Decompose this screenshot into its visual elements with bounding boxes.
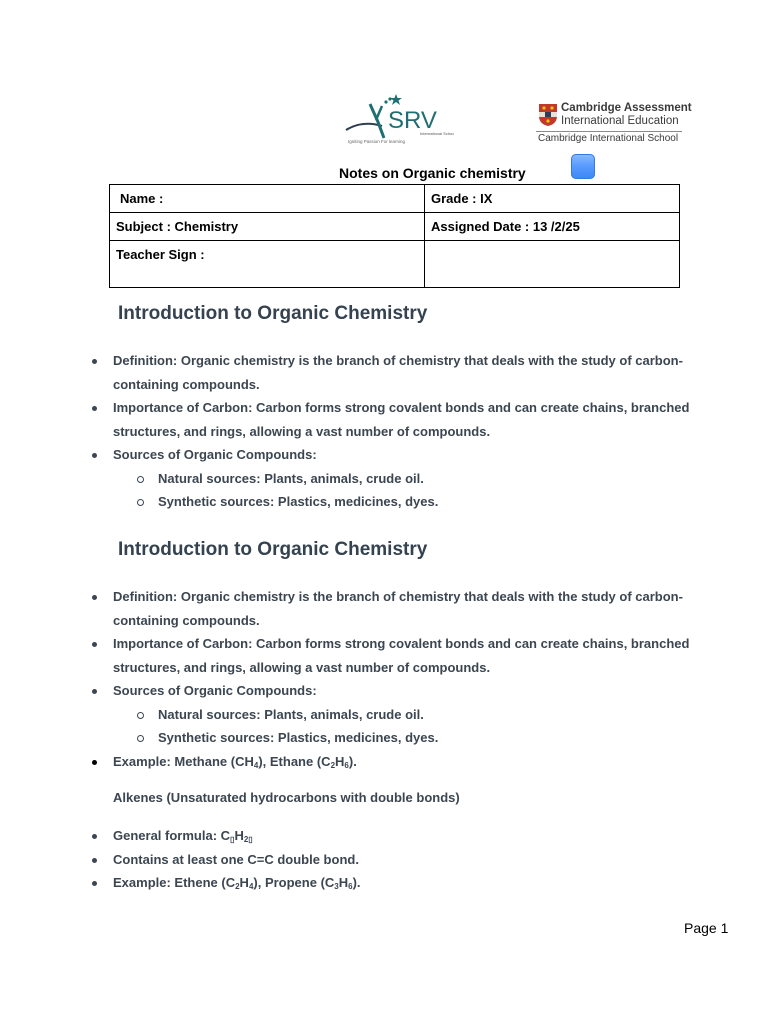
- list-item: Importance of Carbon: Carbon forms strong covalent bonds and can create chains, branched structures, and rings, allowing a vast number of compounds.: [113, 632, 703, 679]
- sub-list-item: Natural sources: Plants, animals, crude oil.: [158, 467, 703, 491]
- cambridge-divider: [536, 131, 682, 132]
- srv-logo: [342, 92, 454, 146]
- sub-list-item: Synthetic sources: Plastics, medicines, dyes.: [158, 490, 703, 514]
- list-item: Contains at least one C=C double bond.: [113, 848, 703, 872]
- section1-sub-list: [113, 467, 703, 514]
- section1-bullet-list: [113, 349, 703, 514]
- student-info-table: [109, 184, 680, 288]
- cambridge-logo: [536, 100, 692, 146]
- page-number: Page 1: [684, 920, 729, 936]
- alkenes-bullet-list: [113, 824, 703, 895]
- example-list-item: Example: Methane $(CH_4)$, Ethane $(C_2H_6)$.: [113, 750, 703, 774]
- teacher-sign-cell[interactable]: Teacher Sign :: [110, 241, 425, 288]
- sub-list-item: Synthetic sources: Plastics, medicines, dyes.: [158, 726, 703, 750]
- cambridge-line2: International Education: [561, 115, 679, 127]
- srv-logo-caption: International School: [420, 131, 454, 136]
- cambridge-line1: Cambridge Assessment: [561, 102, 692, 114]
- section2-heading: Introduction to Organic Chemistry: [118, 539, 428, 560]
- cambridge-shield-icon: [538, 103, 558, 127]
- list-item-text: Sources of Organic Compounds:: [113, 683, 317, 698]
- list-item: [113, 679, 703, 750]
- empty-cell: [425, 241, 680, 288]
- list-item: Definition: Organic chemistry is the branch of chemistry that deals with the study of carbon-containing compounds.: [113, 349, 703, 396]
- srv-logo-tagline: Igniting Passion For learning: [348, 139, 406, 144]
- subject-cell: Subject : Chemistry: [110, 213, 425, 241]
- list-item: Importance of Carbon: Carbon forms strong covalent bonds and can create chains, branched structures, and rings, allowing a vast number of compounds.: [113, 396, 703, 443]
- example-list-item: Example: Ethene $(C_2H_4)$, Propene $(C_3H_6)$.: [113, 871, 703, 895]
- list-item-text: Sources of Organic Compounds:: [113, 447, 317, 462]
- list-item: [113, 443, 703, 514]
- assigned-date-cell: Assigned Date : 13 /2/25: [425, 213, 680, 241]
- srv-logo-name: SRV: [388, 107, 437, 134]
- section1-heading: Introduction to Organic Chemistry: [118, 303, 428, 324]
- formula-list-item: General formula: $C_▯H_{2▯}$: [113, 824, 703, 848]
- section2-bullet-list: [113, 585, 703, 773]
- section2-sub-list: [113, 703, 703, 750]
- document-title: Notes on Organic chemistry: [339, 165, 526, 181]
- sub-list-item: Natural sources: Plants, animals, crude oil.: [158, 703, 703, 727]
- cambridge-line3: Cambridge International School: [538, 133, 679, 144]
- alkenes-subheading: Alkenes (Unsaturated hydrocarbons with double bonds): [113, 790, 460, 805]
- blue-square-widget[interactable]: [571, 154, 595, 179]
- grade-cell: Grade : IX: [425, 185, 680, 213]
- list-item: Definition: Organic chemistry is the branch of chemistry that deals with the study of carbon-containing compounds.: [113, 585, 703, 632]
- name-cell[interactable]: Name :: [110, 185, 425, 213]
